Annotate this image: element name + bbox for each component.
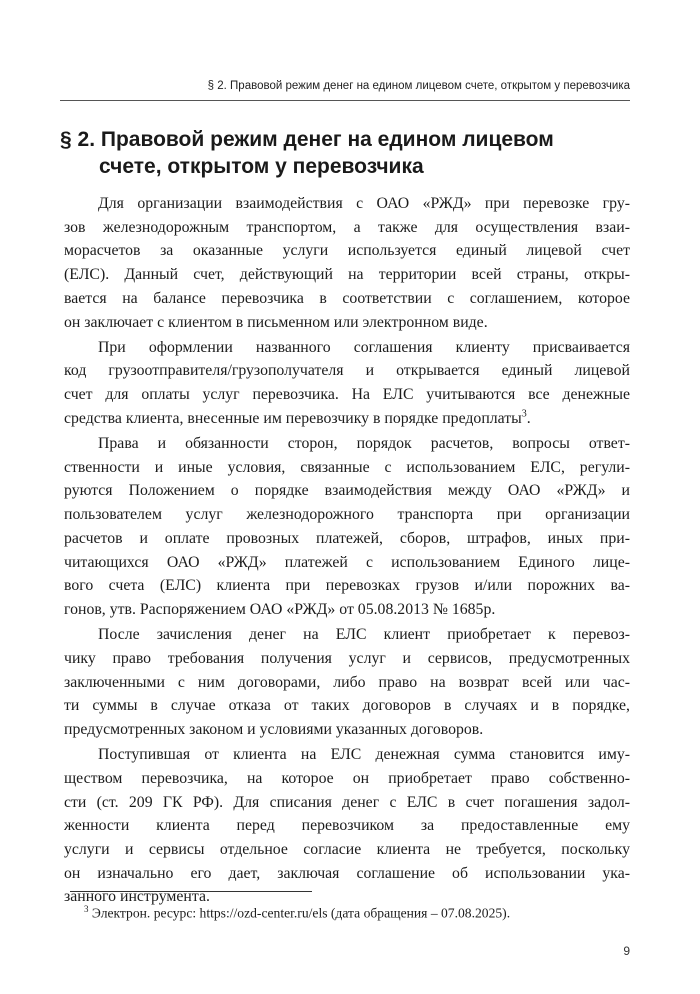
paragraph-3	[64, 432, 630, 622]
page-number: 9	[623, 944, 630, 958]
text-line: (ЕЛС). Данный счет, действующий на территории всей страны, откры-	[64, 266, 630, 284]
header-rule	[60, 100, 630, 101]
text-line: зов железнодорожным транспортом, а также для осуществления взаи-	[64, 218, 630, 236]
text-line: При оформлении названного соглашения клиенту присваивается	[98, 338, 630, 356]
text-line: морасчетов за оказанные услуги используется единый лицевой счет	[64, 242, 630, 260]
section-title	[60, 126, 620, 180]
text-line: ственности и иные условия, связанные с использованием ЕЛС, регули-	[64, 458, 630, 476]
text-line: пользователем услуг железнодорожного транспорта при организации	[64, 506, 630, 524]
text-line: Поступившая от клиента на ЕЛС денежная сумма становится иму-	[98, 746, 630, 764]
text-line: ществом перевозчика, на которое он приобретает право собственно-	[64, 769, 630, 787]
text-line: вого счета (ЕЛС) клиента при перевозках грузов и/или порожних ва-	[64, 577, 630, 595]
text-line: Права и обязанности сторон, порядок расчетов, вопросы ответ-	[98, 435, 630, 453]
text-line: руются Положением о порядке взаимодействия между ОАО «РЖД» и	[64, 482, 630, 500]
footnote-number: 3	[84, 904, 89, 914]
text-line	[64, 407, 630, 431]
text-line: вается на балансе перевозчика в соответствии с соглашением, которое	[64, 289, 630, 307]
text-line: читающихся ОАО «РЖД» платежей с использованием Единого лице-	[64, 553, 630, 571]
footnote-text: Электрон. ресурс: https://ozd-center.ru/els (дата обращения – 07.08.2025).	[88, 905, 511, 921]
text-line: заключенными с ним договорами, либо право на возврат всей или час-	[64, 673, 630, 691]
text-line: гонов, утв. Распоряжением ОАО «РЖД» от 05.08.2013 № 1685р.	[64, 600, 496, 618]
text-line-tail: .	[526, 409, 531, 427]
text-line: счет для оплаты услуг перевозчика. На ЕЛС учитываются все денежные	[64, 386, 630, 404]
body-text	[64, 192, 630, 911]
text-line: чику право требования получения услуг и сервисов, предусмотренных	[64, 649, 630, 667]
footnote-rule	[70, 891, 312, 892]
text-line: он заключает с клиентом в письменном или электронном виде.	[64, 313, 488, 331]
text-line: расчетов и оплате провозных платежей, сборов, штрафов, иных при-	[64, 529, 630, 547]
paragraph-2	[64, 336, 630, 431]
footnote	[84, 904, 510, 922]
footnote-reference[interactable]: 3	[521, 408, 527, 420]
text-line: ти суммы в случае отказа от таких договоров в случаях и в порядке,	[64, 697, 630, 715]
text-line: предусмотренных законом и условиями указанных договоров.	[64, 720, 484, 738]
section-title-line-2: счете, открытом у перевозчика	[99, 155, 424, 178]
running-head: § 2. Правовой режим денег на едином лицевом счете, открытом у перевозчика	[207, 80, 630, 92]
text-line: женности клиента перед перевозчиком за предоставленные ему	[64, 817, 630, 835]
paragraph-1	[64, 192, 630, 334]
text-line: После зачисления денег на ЕЛС клиент приобретает к перевоз-	[98, 626, 630, 644]
text-line: услуги и сервисы отдельное согласие клиента не требуется, поскольку	[64, 840, 630, 858]
paragraph-5	[64, 743, 630, 909]
text-line: код грузоотправителя/грузополучателя и открывается единый лицевой	[64, 362, 630, 380]
text-line: Для организации взаимодействия с ОАО «РЖД» при перевозке гру-	[98, 195, 630, 212]
text-line: сти (ст. 209 ГК РФ). Для списания денег с ЕЛС в счет погашения задол-	[64, 793, 630, 811]
section-title-line-1: § 2. Правовой режим денег на едином лицевом	[60, 128, 554, 151]
text-line: он изначально его дает, заключая соглашение об использовании ука-	[64, 864, 630, 882]
text-line-content: средства клиента, внесенные им перевозчику в порядке предоплаты	[64, 409, 522, 427]
paragraph-4	[64, 623, 630, 742]
text-line: занного инструмента.	[64, 888, 210, 906]
